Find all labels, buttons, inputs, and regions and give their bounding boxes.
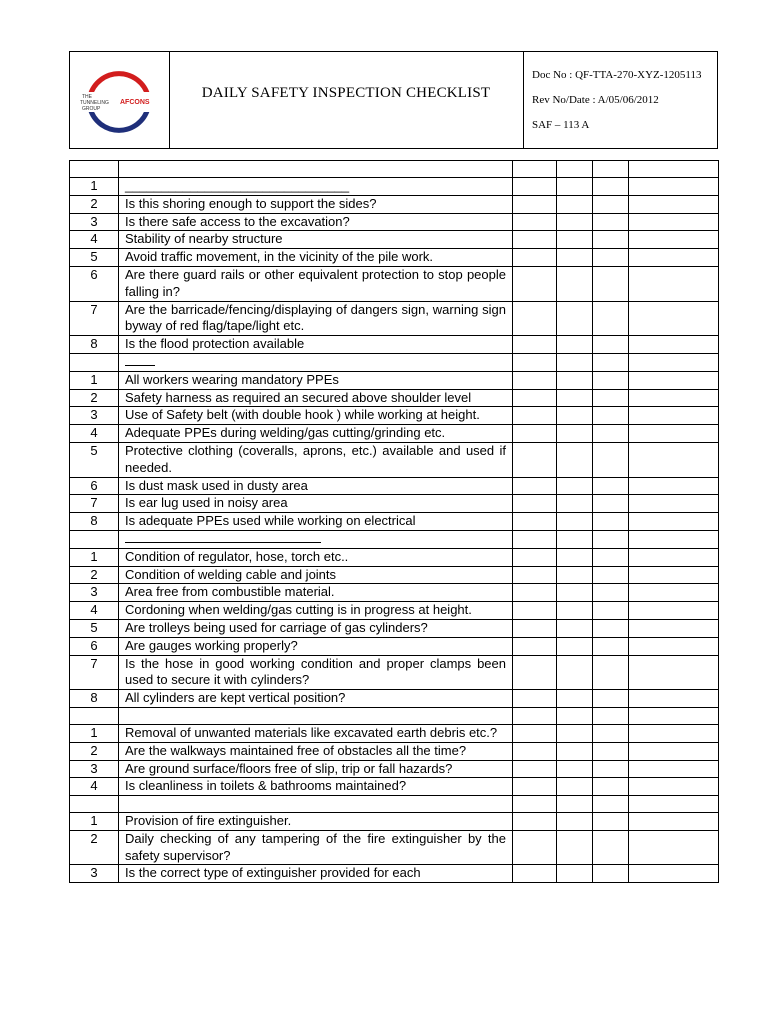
section-header-cell [119, 530, 513, 548]
item-question: Provision of fire extinguisher. [119, 813, 513, 831]
check-cell[interactable] [557, 195, 593, 213]
blank-cell[interactable] [629, 161, 719, 178]
item-number: 7 [70, 495, 119, 513]
check-cell[interactable] [593, 724, 629, 742]
checklist-row [70, 548, 719, 566]
check-cell[interactable] [557, 336, 593, 354]
logo-text-1: THE [82, 94, 92, 100]
blank-cell[interactable] [513, 161, 557, 178]
item-question: Is cleanliness in toilets & bathrooms maintained? [119, 778, 513, 796]
item-number: 4 [70, 778, 119, 796]
blank-cell[interactable] [629, 353, 719, 371]
check-cell[interactable] [513, 425, 557, 443]
item-question: Are the barricade/fencing/displaying of dangers sign, warning sign byway of red flag/tape/light etc. [119, 301, 513, 336]
checklist-row [70, 513, 719, 531]
check-cell[interactable] [557, 813, 593, 831]
item-question: Condition of welding cable and joints [119, 566, 513, 584]
check-cell[interactable] [557, 778, 593, 796]
check-cell[interactable] [593, 442, 629, 477]
checklist-row [70, 336, 719, 354]
check-cell[interactable] [629, 724, 719, 742]
checklist-row [70, 602, 719, 620]
checklist-row [70, 778, 719, 796]
checklist-row [70, 619, 719, 637]
check-cell[interactable] [593, 637, 629, 655]
checklist-row [70, 195, 719, 213]
check-cell[interactable] [513, 231, 557, 249]
blank-cell [70, 707, 119, 724]
check-cell[interactable] [593, 760, 629, 778]
blank-cell[interactable] [629, 707, 719, 724]
logo-text-3: GROUP [82, 106, 101, 112]
checklist-row [70, 178, 719, 196]
check-cell[interactable] [593, 584, 629, 602]
check-cell[interactable] [557, 690, 593, 708]
check-cell[interactable] [593, 371, 629, 389]
item-question: Area free from combustible material. [119, 584, 513, 602]
item-number: 1 [70, 724, 119, 742]
section-header-row [70, 707, 719, 724]
check-cell[interactable] [629, 442, 719, 477]
check-cell[interactable] [513, 584, 557, 602]
checklist-row [70, 231, 719, 249]
blank-cell[interactable] [513, 707, 557, 724]
item-number: 3 [70, 213, 119, 231]
item-number: 4 [70, 602, 119, 620]
item-number: 6 [70, 477, 119, 495]
section-header-row [70, 161, 719, 178]
check-cell[interactable] [593, 830, 629, 865]
check-cell[interactable] [629, 830, 719, 865]
item-number: 3 [70, 760, 119, 778]
check-cell[interactable] [513, 407, 557, 425]
checklist-row [70, 566, 719, 584]
check-cell[interactable] [629, 477, 719, 495]
check-cell[interactable] [629, 865, 719, 883]
item-number: 7 [70, 301, 119, 336]
check-cell[interactable] [557, 249, 593, 267]
check-cell[interactable] [557, 425, 593, 443]
check-cell[interactable] [557, 477, 593, 495]
check-cell[interactable] [557, 602, 593, 620]
blank-cell [70, 353, 119, 371]
check-cell[interactable] [629, 778, 719, 796]
document-title: DAILY SAFETY INSPECTION CHECKLIST [201, 85, 491, 101]
blank-cell [70, 796, 119, 813]
check-cell[interactable] [593, 301, 629, 336]
item-number: 3 [70, 584, 119, 602]
checklist-table [69, 160, 719, 883]
item-number: 3 [70, 865, 119, 883]
item-number: 6 [70, 266, 119, 301]
blank-cell[interactable] [557, 161, 593, 178]
check-cell[interactable] [629, 760, 719, 778]
check-cell[interactable] [557, 760, 593, 778]
check-cell[interactable] [593, 742, 629, 760]
item-question: All workers wearing mandatory PPEs [119, 371, 513, 389]
checklist-row [70, 301, 719, 336]
check-cell[interactable] [513, 813, 557, 831]
check-cell[interactable] [513, 249, 557, 267]
check-cell[interactable] [593, 195, 629, 213]
check-cell[interactable] [593, 249, 629, 267]
blank-cell[interactable] [557, 796, 593, 813]
check-cell[interactable] [629, 425, 719, 443]
check-cell[interactable] [513, 442, 557, 477]
check-cell[interactable] [513, 566, 557, 584]
item-number: 7 [70, 655, 119, 690]
check-cell[interactable] [629, 513, 719, 531]
blank-cell[interactable] [557, 530, 593, 548]
check-cell[interactable] [557, 513, 593, 531]
document-info-cell [523, 52, 717, 148]
check-cell[interactable] [629, 407, 719, 425]
item-question: Protective clothing (coveralls, aprons, etc.) available and used if needed. [119, 442, 513, 477]
check-cell[interactable] [593, 619, 629, 637]
section-header-cell [119, 796, 513, 813]
checklist-row [70, 371, 719, 389]
check-cell[interactable] [629, 213, 719, 231]
check-cell[interactable] [513, 724, 557, 742]
check-cell[interactable] [629, 690, 719, 708]
item-number: 1 [70, 178, 119, 196]
check-cell[interactable] [513, 477, 557, 495]
item-question: Is adequate PPEs used while working on electrical [119, 513, 513, 531]
blank-cell[interactable] [593, 707, 629, 724]
checklist-row [70, 690, 719, 708]
blank-cell[interactable] [557, 707, 593, 724]
check-cell[interactable] [557, 407, 593, 425]
check-cell[interactable] [557, 637, 593, 655]
item-question: Cordoning when welding/gas cutting is in progress at height. [119, 602, 513, 620]
check-cell[interactable] [557, 266, 593, 301]
blank-cell[interactable] [629, 530, 719, 548]
check-cell[interactable] [593, 566, 629, 584]
check-cell[interactable] [513, 389, 557, 407]
item-number: 2 [70, 830, 119, 865]
item-question: Is there safe access to the excavation? [119, 213, 513, 231]
checklist-row [70, 724, 719, 742]
check-cell[interactable] [629, 548, 719, 566]
check-cell[interactable] [513, 778, 557, 796]
blank-cell[interactable] [557, 353, 593, 371]
check-cell[interactable] [557, 742, 593, 760]
check-cell[interactable] [557, 442, 593, 477]
checklist-row [70, 249, 719, 267]
check-cell[interactable] [593, 389, 629, 407]
section-header-row [70, 530, 719, 548]
check-cell[interactable] [557, 371, 593, 389]
check-cell[interactable] [629, 602, 719, 620]
check-cell[interactable] [557, 178, 593, 196]
check-cell[interactable] [557, 830, 593, 865]
item-number: 2 [70, 566, 119, 584]
check-cell[interactable] [557, 619, 593, 637]
check-cell[interactable] [629, 495, 719, 513]
check-cell[interactable] [629, 655, 719, 690]
check-cell[interactable] [593, 690, 629, 708]
item-question: _______________________________ [119, 178, 513, 196]
item-number: 1 [70, 813, 119, 831]
item-number: 8 [70, 336, 119, 354]
item-question: Stability of nearby structure [119, 231, 513, 249]
checklist-row [70, 477, 719, 495]
item-number: 1 [70, 371, 119, 389]
check-cell[interactable] [629, 813, 719, 831]
item-question: Are trolleys being used for carriage of gas cylinders? [119, 619, 513, 637]
check-cell[interactable] [513, 742, 557, 760]
check-cell[interactable] [513, 195, 557, 213]
blank-cell[interactable] [593, 353, 629, 371]
check-cell[interactable] [629, 742, 719, 760]
item-question: Adequate PPEs during welding/gas cutting/grinding etc. [119, 425, 513, 443]
check-cell[interactable] [557, 865, 593, 883]
check-cell[interactable] [629, 178, 719, 196]
checklist-row [70, 760, 719, 778]
check-cell[interactable] [513, 830, 557, 865]
blank-cell [70, 161, 119, 178]
check-cell[interactable] [513, 690, 557, 708]
check-cell[interactable] [593, 813, 629, 831]
check-cell[interactable] [593, 548, 629, 566]
check-cell[interactable] [629, 249, 719, 267]
check-cell[interactable] [557, 566, 593, 584]
company-logo [76, 66, 162, 136]
section-title-line [125, 356, 155, 366]
item-question: Is this shoring enough to support the sides? [119, 195, 513, 213]
check-cell[interactable] [593, 425, 629, 443]
item-question: Avoid traffic movement, in the vicinity of the pile work. [119, 249, 513, 267]
check-cell[interactable] [593, 865, 629, 883]
checklist-body [70, 161, 719, 883]
check-cell[interactable] [629, 301, 719, 336]
item-question: Is dust mask used in dusty area [119, 477, 513, 495]
checklist-row [70, 266, 719, 301]
item-question: Are ground surface/floors free of slip, trip or fall hazards? [119, 760, 513, 778]
section-header-row [70, 353, 719, 371]
check-cell[interactable] [593, 513, 629, 531]
section-header-cell [119, 353, 513, 371]
item-number: 3 [70, 407, 119, 425]
section-title-line [125, 533, 321, 543]
check-cell[interactable] [629, 566, 719, 584]
check-cell[interactable] [593, 178, 629, 196]
item-number: 5 [70, 249, 119, 267]
check-cell[interactable] [513, 495, 557, 513]
check-cell[interactable] [513, 266, 557, 301]
check-cell[interactable] [513, 178, 557, 196]
check-cell[interactable] [513, 301, 557, 336]
item-number: 6 [70, 637, 119, 655]
check-cell[interactable] [629, 619, 719, 637]
doc-number: Doc No : QF-TTA-270-XYZ-1205113 [532, 69, 702, 81]
item-question: Is the correct type of extinguisher provided for each [119, 865, 513, 883]
revision-date: Rev No/Date : A/05/06/2012 [532, 94, 659, 106]
item-question: All cylinders are kept vertical position? [119, 690, 513, 708]
logo-cell [70, 52, 170, 148]
check-cell[interactable] [557, 389, 593, 407]
item-question: Is the hose in good working condition and proper clamps been used to secure it with cylinders? [119, 655, 513, 690]
checklist-row [70, 637, 719, 655]
check-cell[interactable] [513, 619, 557, 637]
check-cell[interactable] [513, 548, 557, 566]
item-question: Removal of unwanted materials like excavated earth debris etc.? [119, 724, 513, 742]
item-question: Safety harness as required an secured above shoulder level [119, 389, 513, 407]
check-cell[interactable] [629, 389, 719, 407]
check-cell[interactable] [629, 584, 719, 602]
item-question: Are there guard rails or other equivalent protection to stop people falling in? [119, 266, 513, 301]
check-cell[interactable] [593, 602, 629, 620]
checklist-row [70, 407, 719, 425]
check-cell[interactable] [557, 213, 593, 231]
checklist-row [70, 425, 719, 443]
blank-cell[interactable] [593, 530, 629, 548]
check-cell[interactable] [629, 266, 719, 301]
checklist-row [70, 584, 719, 602]
checklist-row [70, 865, 719, 883]
logo-text-2: TUNNELING [80, 100, 109, 106]
check-cell[interactable] [629, 637, 719, 655]
item-number: 4 [70, 231, 119, 249]
blank-cell[interactable] [593, 796, 629, 813]
check-cell[interactable] [557, 231, 593, 249]
check-cell[interactable] [629, 231, 719, 249]
check-cell[interactable] [557, 655, 593, 690]
check-cell[interactable] [593, 231, 629, 249]
check-cell[interactable] [513, 760, 557, 778]
blank-cell[interactable] [513, 353, 557, 371]
check-cell[interactable] [513, 371, 557, 389]
blank-cell[interactable] [513, 530, 557, 548]
item-question: Are the walkways maintained free of obstacles all the time? [119, 742, 513, 760]
item-number: 2 [70, 195, 119, 213]
check-cell[interactable] [557, 548, 593, 566]
item-question: Are gauges working properly? [119, 637, 513, 655]
checklist-row [70, 495, 719, 513]
check-cell[interactable] [593, 213, 629, 231]
blank-cell[interactable] [513, 796, 557, 813]
section-header-row [70, 796, 719, 813]
section-header-cell [119, 161, 513, 178]
section-header-cell [119, 707, 513, 724]
title-cell [169, 52, 524, 148]
item-number: 5 [70, 619, 119, 637]
check-cell[interactable] [557, 495, 593, 513]
check-cell[interactable] [557, 584, 593, 602]
item-question: Use of Safety belt (with double hook ) while working at height. [119, 407, 513, 425]
item-number: 5 [70, 442, 119, 477]
logo-brand: AFCONS [120, 99, 150, 106]
item-number: 2 [70, 389, 119, 407]
check-cell[interactable] [593, 778, 629, 796]
checklist-row [70, 655, 719, 690]
checklist-row [70, 213, 719, 231]
checklist-row [70, 389, 719, 407]
checklist-row [70, 442, 719, 477]
check-cell[interactable] [593, 477, 629, 495]
item-question: Is ear lug used in noisy area [119, 495, 513, 513]
check-cell[interactable] [513, 655, 557, 690]
checklist-row [70, 813, 719, 831]
check-cell[interactable] [557, 301, 593, 336]
check-cell[interactable] [513, 637, 557, 655]
item-number: 8 [70, 690, 119, 708]
document-header [69, 51, 718, 149]
check-cell[interactable] [629, 336, 719, 354]
item-number: 8 [70, 513, 119, 531]
check-cell[interactable] [593, 407, 629, 425]
check-cell[interactable] [557, 724, 593, 742]
checklist-row [70, 830, 719, 865]
item-question: Condition of regulator, hose, torch etc.. [119, 548, 513, 566]
check-cell[interactable] [629, 195, 719, 213]
blank-cell[interactable] [593, 161, 629, 178]
check-cell[interactable] [593, 336, 629, 354]
item-question: Daily checking of any tampering of the fire extinguisher by the safety supervisor? [119, 830, 513, 865]
check-cell[interactable] [593, 266, 629, 301]
item-number: 2 [70, 742, 119, 760]
check-cell[interactable] [513, 865, 557, 883]
check-cell[interactable] [593, 495, 629, 513]
check-cell[interactable] [629, 371, 719, 389]
check-cell[interactable] [513, 336, 557, 354]
blank-cell[interactable] [629, 796, 719, 813]
check-cell[interactable] [513, 602, 557, 620]
form-code: SAF – 113 A [532, 119, 590, 131]
check-cell[interactable] [593, 655, 629, 690]
item-number: 1 [70, 548, 119, 566]
checklist-row [70, 742, 719, 760]
check-cell[interactable] [513, 513, 557, 531]
check-cell[interactable] [513, 213, 557, 231]
item-question: Is the flood protection available [119, 336, 513, 354]
item-number: 4 [70, 425, 119, 443]
blank-cell [70, 530, 119, 548]
